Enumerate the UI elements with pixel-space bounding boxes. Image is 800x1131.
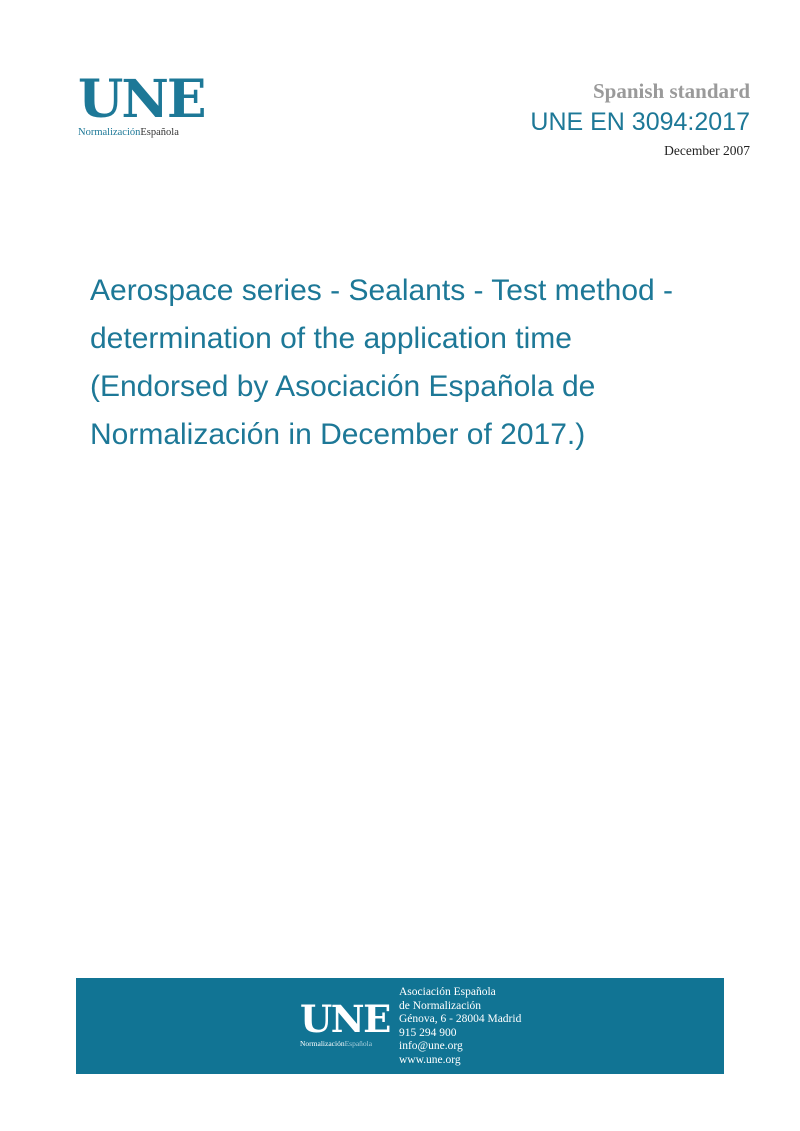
document-title: Aerospace series - Sealants - Test method - determination of the application time (Endorsed by Asociación Española de Normalización in December of 2017.) (90, 274, 674, 451)
logo-tagline-a: Normalización (78, 127, 141, 138)
logo-tagline-b: Española (140, 127, 179, 138)
standard-label: Spanish standard (593, 79, 750, 103)
standard-date: December 2007 (664, 143, 750, 158)
footer-logo-tagline-b: Española (344, 1039, 373, 1048)
footer-logo-wordmark: UNE (300, 997, 390, 1041)
org-email: info@une.org (399, 1040, 463, 1053)
org-name-line1: Asociación Española (399, 986, 496, 998)
org-address: Génova, 6 - 28004 Madrid (399, 1013, 522, 1026)
standard-info (530, 80, 750, 160)
une-logo (78, 69, 205, 138)
org-phone: 915 294 900 (399, 1026, 457, 1039)
logo-wordmark: UNE (78, 69, 205, 130)
footer-logo (300, 997, 390, 1048)
logo-tagline (78, 127, 196, 138)
footer-logo-tagline-a: Normalización (300, 1039, 345, 1048)
footer-contact (399, 986, 521, 1068)
footer-banner (76, 978, 724, 1074)
org-name-line2: de Normalización (399, 999, 482, 1012)
standard-code: UNE EN 3094:2017 (530, 108, 750, 136)
org-website: www.une.org (399, 1053, 461, 1066)
